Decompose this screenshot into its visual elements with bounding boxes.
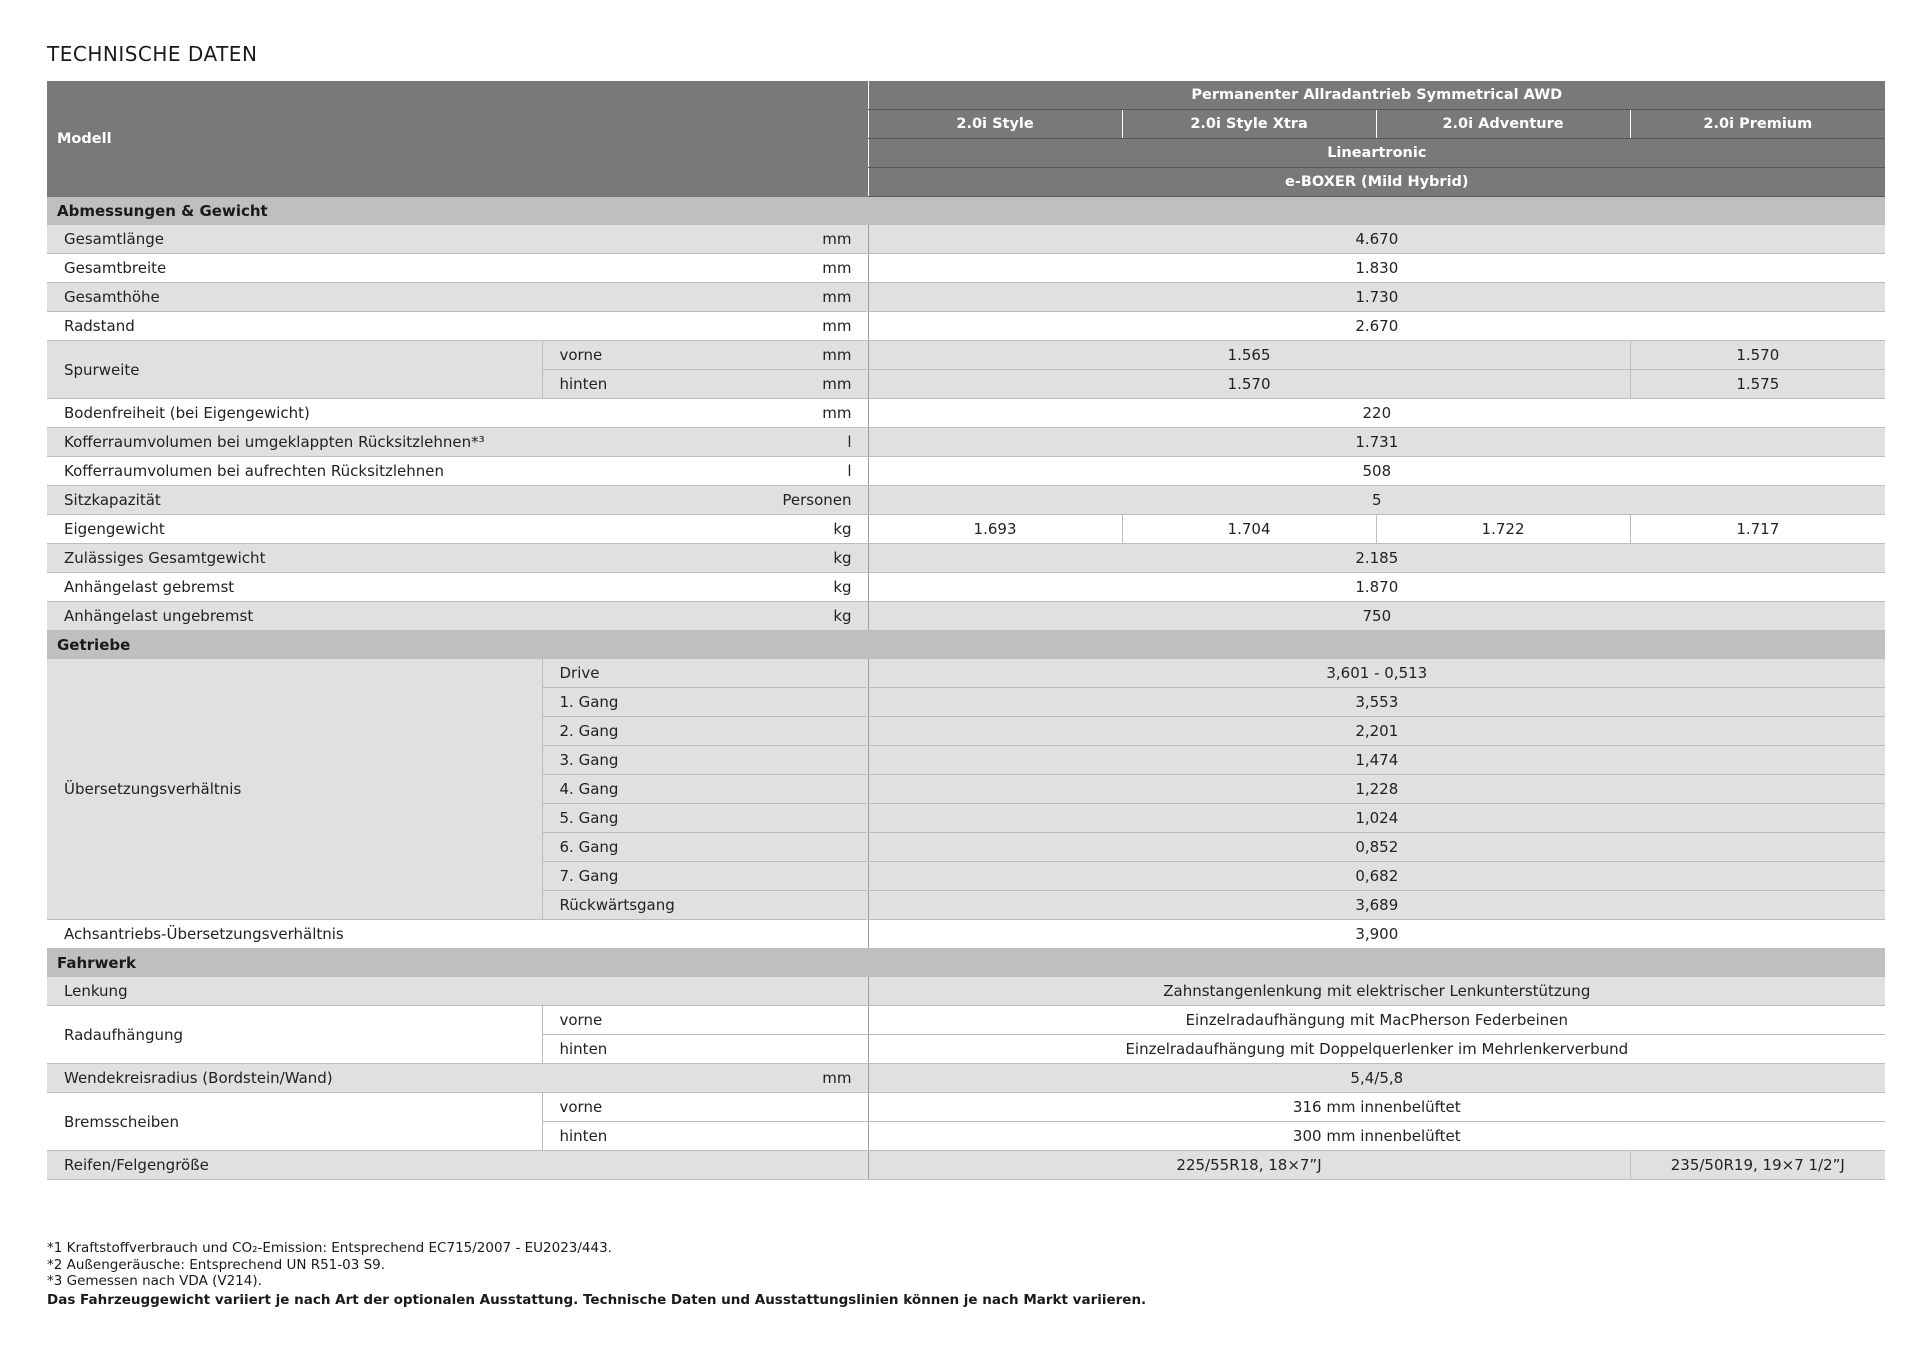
transmission-header: Lineartronic (868, 139, 1885, 168)
table-row (47, 544, 1885, 573)
table-row (47, 457, 1885, 486)
table-row (47, 486, 1885, 515)
model-header: Modell (47, 81, 868, 197)
table-row (47, 399, 1885, 428)
disclaimer: Das Fahrzeuggewicht variiert je nach Art der optionalen Ausstattung. Technische Daten und Ausstattungslinien können je nach Markt variieren. (47, 1291, 1147, 1308)
row-sublabel: hinten (542, 1035, 868, 1064)
row-value: 2.185 (868, 544, 1885, 573)
row-value: 1.570 (1630, 341, 1885, 370)
table-row (47, 659, 1885, 688)
footnote: *1 Kraftstoffverbrauch und CO₂-Emission: Entsprechend EC715/2007 - EU2023/443. (47, 1240, 612, 1256)
row-value: 1.565 (868, 341, 1630, 370)
row-value: 316 mm innenbelüftet (868, 1093, 1885, 1122)
row-label: Gesamtbreite (47, 254, 742, 283)
row-label: Radaufhängung (47, 1006, 542, 1064)
variant-header: 2.0i Style Xtra (1122, 110, 1376, 139)
table-row (47, 312, 1885, 341)
gear-name: Rückwärtsgang (542, 891, 868, 920)
row-label: Wendekreisradius (Bordstein/Wand) (47, 1064, 742, 1093)
row-label: Spurweite (47, 341, 542, 399)
table-row (47, 1006, 1885, 1035)
gear-ratio: 0,852 (868, 833, 1885, 862)
gear-ratio: 2,201 (868, 717, 1885, 746)
row-unit: l (742, 428, 868, 457)
gear-name: 7. Gang (542, 862, 868, 891)
row-value: 5 (868, 486, 1885, 515)
row-value: 220 (868, 399, 1885, 428)
row-value: 1.730 (868, 283, 1885, 312)
row-label: Kofferraumvolumen bei umgeklappten Rücksitzlehnen*³ (47, 428, 742, 457)
gear-name: Drive (542, 659, 868, 688)
row-sublabel: hinten (542, 1122, 868, 1151)
gear-ratio: 1,024 (868, 804, 1885, 833)
row-value: 1.704 (1122, 515, 1376, 544)
row-value: 1.722 (1376, 515, 1630, 544)
row-unit: mm (742, 225, 868, 254)
row-unit: kg (742, 544, 868, 573)
row-label: Anhängelast gebremst (47, 573, 742, 602)
table-row (47, 341, 1885, 370)
row-value: Zahnstangenlenkung mit elektrischer Lenkunterstützung (868, 977, 1885, 1006)
row-sublabel: vorne (542, 1093, 868, 1122)
row-label: Übersetzungsverhältnis (47, 659, 542, 920)
row-label: Gesamtlänge (47, 225, 742, 254)
table-row (47, 602, 1885, 631)
table-row (47, 254, 1885, 283)
section-dimensions: Abmessungen & Gewicht (47, 197, 1885, 226)
section-gearbox: Getriebe (47, 631, 1885, 660)
section-chassis: Fahrwerk (47, 949, 1885, 978)
row-label: Sitzkapazität (47, 486, 742, 515)
table-row (47, 573, 1885, 602)
drive-header: Permanenter Allradantrieb Symmetrical AWD (868, 81, 1885, 110)
row-unit: mm (742, 283, 868, 312)
row-label: Kofferraumvolumen bei aufrechten Rücksitzlehnen (47, 457, 742, 486)
row-value: 1.693 (868, 515, 1122, 544)
table-row (47, 225, 1885, 254)
footnote: *2 Außengeräusche: Entsprechend UN R51-03 S9. (47, 1256, 386, 1273)
row-value: 1.717 (1630, 515, 1885, 544)
gear-ratio: 0,682 (868, 862, 1885, 891)
row-label: Anhängelast ungebremst (47, 602, 742, 631)
variant-header: 2.0i Premium (1630, 110, 1885, 139)
row-value: 4.670 (868, 225, 1885, 254)
row-unit: mm (742, 312, 868, 341)
gear-name: 3. Gang (542, 746, 868, 775)
table-row (47, 977, 1885, 1006)
gear-ratio: 3,553 (868, 688, 1885, 717)
page-title: TECHNISCHE DATEN (47, 42, 258, 66)
variant-header: 2.0i Style (868, 110, 1122, 139)
row-unit: mm (742, 1064, 868, 1093)
row-unit: kg (742, 573, 868, 602)
row-label: Lenkung (47, 977, 868, 1006)
row-label: Bremsscheiben (47, 1093, 542, 1151)
row-unit: mm (742, 341, 868, 370)
row-unit: kg (742, 602, 868, 631)
row-label: Achsantriebs-Übersetzungsverhältnis (47, 920, 868, 949)
row-unit: mm (742, 254, 868, 283)
gear-ratio: 1,474 (868, 746, 1885, 775)
row-value: 1.830 (868, 254, 1885, 283)
row-value: 750 (868, 602, 1885, 631)
table-row (47, 1093, 1885, 1122)
table-row (47, 1151, 1885, 1180)
row-label: Bodenfreiheit (bei Eigengewicht) (47, 399, 742, 428)
row-unit: kg (742, 515, 868, 544)
row-value: 2.670 (868, 312, 1885, 341)
spec-table (47, 81, 1885, 1180)
variant-header: 2.0i Adventure (1376, 110, 1630, 139)
row-sublabel: vorne (542, 341, 742, 370)
row-value: 235/50R19, 19×7 1/2”J (1630, 1151, 1885, 1180)
row-value: 3,900 (868, 920, 1885, 949)
table-row (47, 1064, 1885, 1093)
row-value: 1.570 (868, 370, 1630, 399)
gear-name: 5. Gang (542, 804, 868, 833)
row-value: 300 mm innenbelüftet (868, 1122, 1885, 1151)
gear-name: 6. Gang (542, 833, 868, 862)
row-sublabel: vorne (542, 1006, 868, 1035)
row-unit: l (742, 457, 868, 486)
row-unit: Personen (742, 486, 868, 515)
table-row (47, 515, 1885, 544)
gear-name: 4. Gang (542, 775, 868, 804)
row-value: 1.575 (1630, 370, 1885, 399)
row-label: Zulässiges Gesamtgewicht (47, 544, 742, 573)
gear-ratio: 3,689 (868, 891, 1885, 920)
row-value: 1.731 (868, 428, 1885, 457)
row-value: 225/55R18, 18×7”J (868, 1151, 1630, 1180)
row-value: Einzelradaufhängung mit Doppelquerlenker im Mehrlenkerverbund (868, 1035, 1885, 1064)
row-value: 1.870 (868, 573, 1885, 602)
row-value: Einzelradaufhängung mit MacPherson Federbeinen (868, 1006, 1885, 1035)
gear-ratio: 3,601 - 0,513 (868, 659, 1885, 688)
engine-header: e-BOXER (Mild Hybrid) (868, 168, 1885, 197)
gear-name: 2. Gang (542, 717, 868, 746)
row-value: 508 (868, 457, 1885, 486)
row-unit: mm (742, 370, 868, 399)
table-row (47, 283, 1885, 312)
row-label: Gesamthöhe (47, 283, 742, 312)
row-label: Reifen/Felgengröße (47, 1151, 868, 1180)
row-label: Eigengewicht (47, 515, 742, 544)
gear-ratio: 1,228 (868, 775, 1885, 804)
table-row (47, 920, 1885, 949)
row-unit: mm (742, 399, 868, 428)
footnote: *3 Gemessen nach VDA (V214). (47, 1273, 262, 1289)
row-label: Radstand (47, 312, 742, 341)
row-value: 5,4/5,8 (868, 1064, 1885, 1093)
footnotes (47, 1240, 1146, 1308)
table-row (47, 428, 1885, 457)
gear-name: 1. Gang (542, 688, 868, 717)
row-sublabel: hinten (542, 370, 742, 399)
